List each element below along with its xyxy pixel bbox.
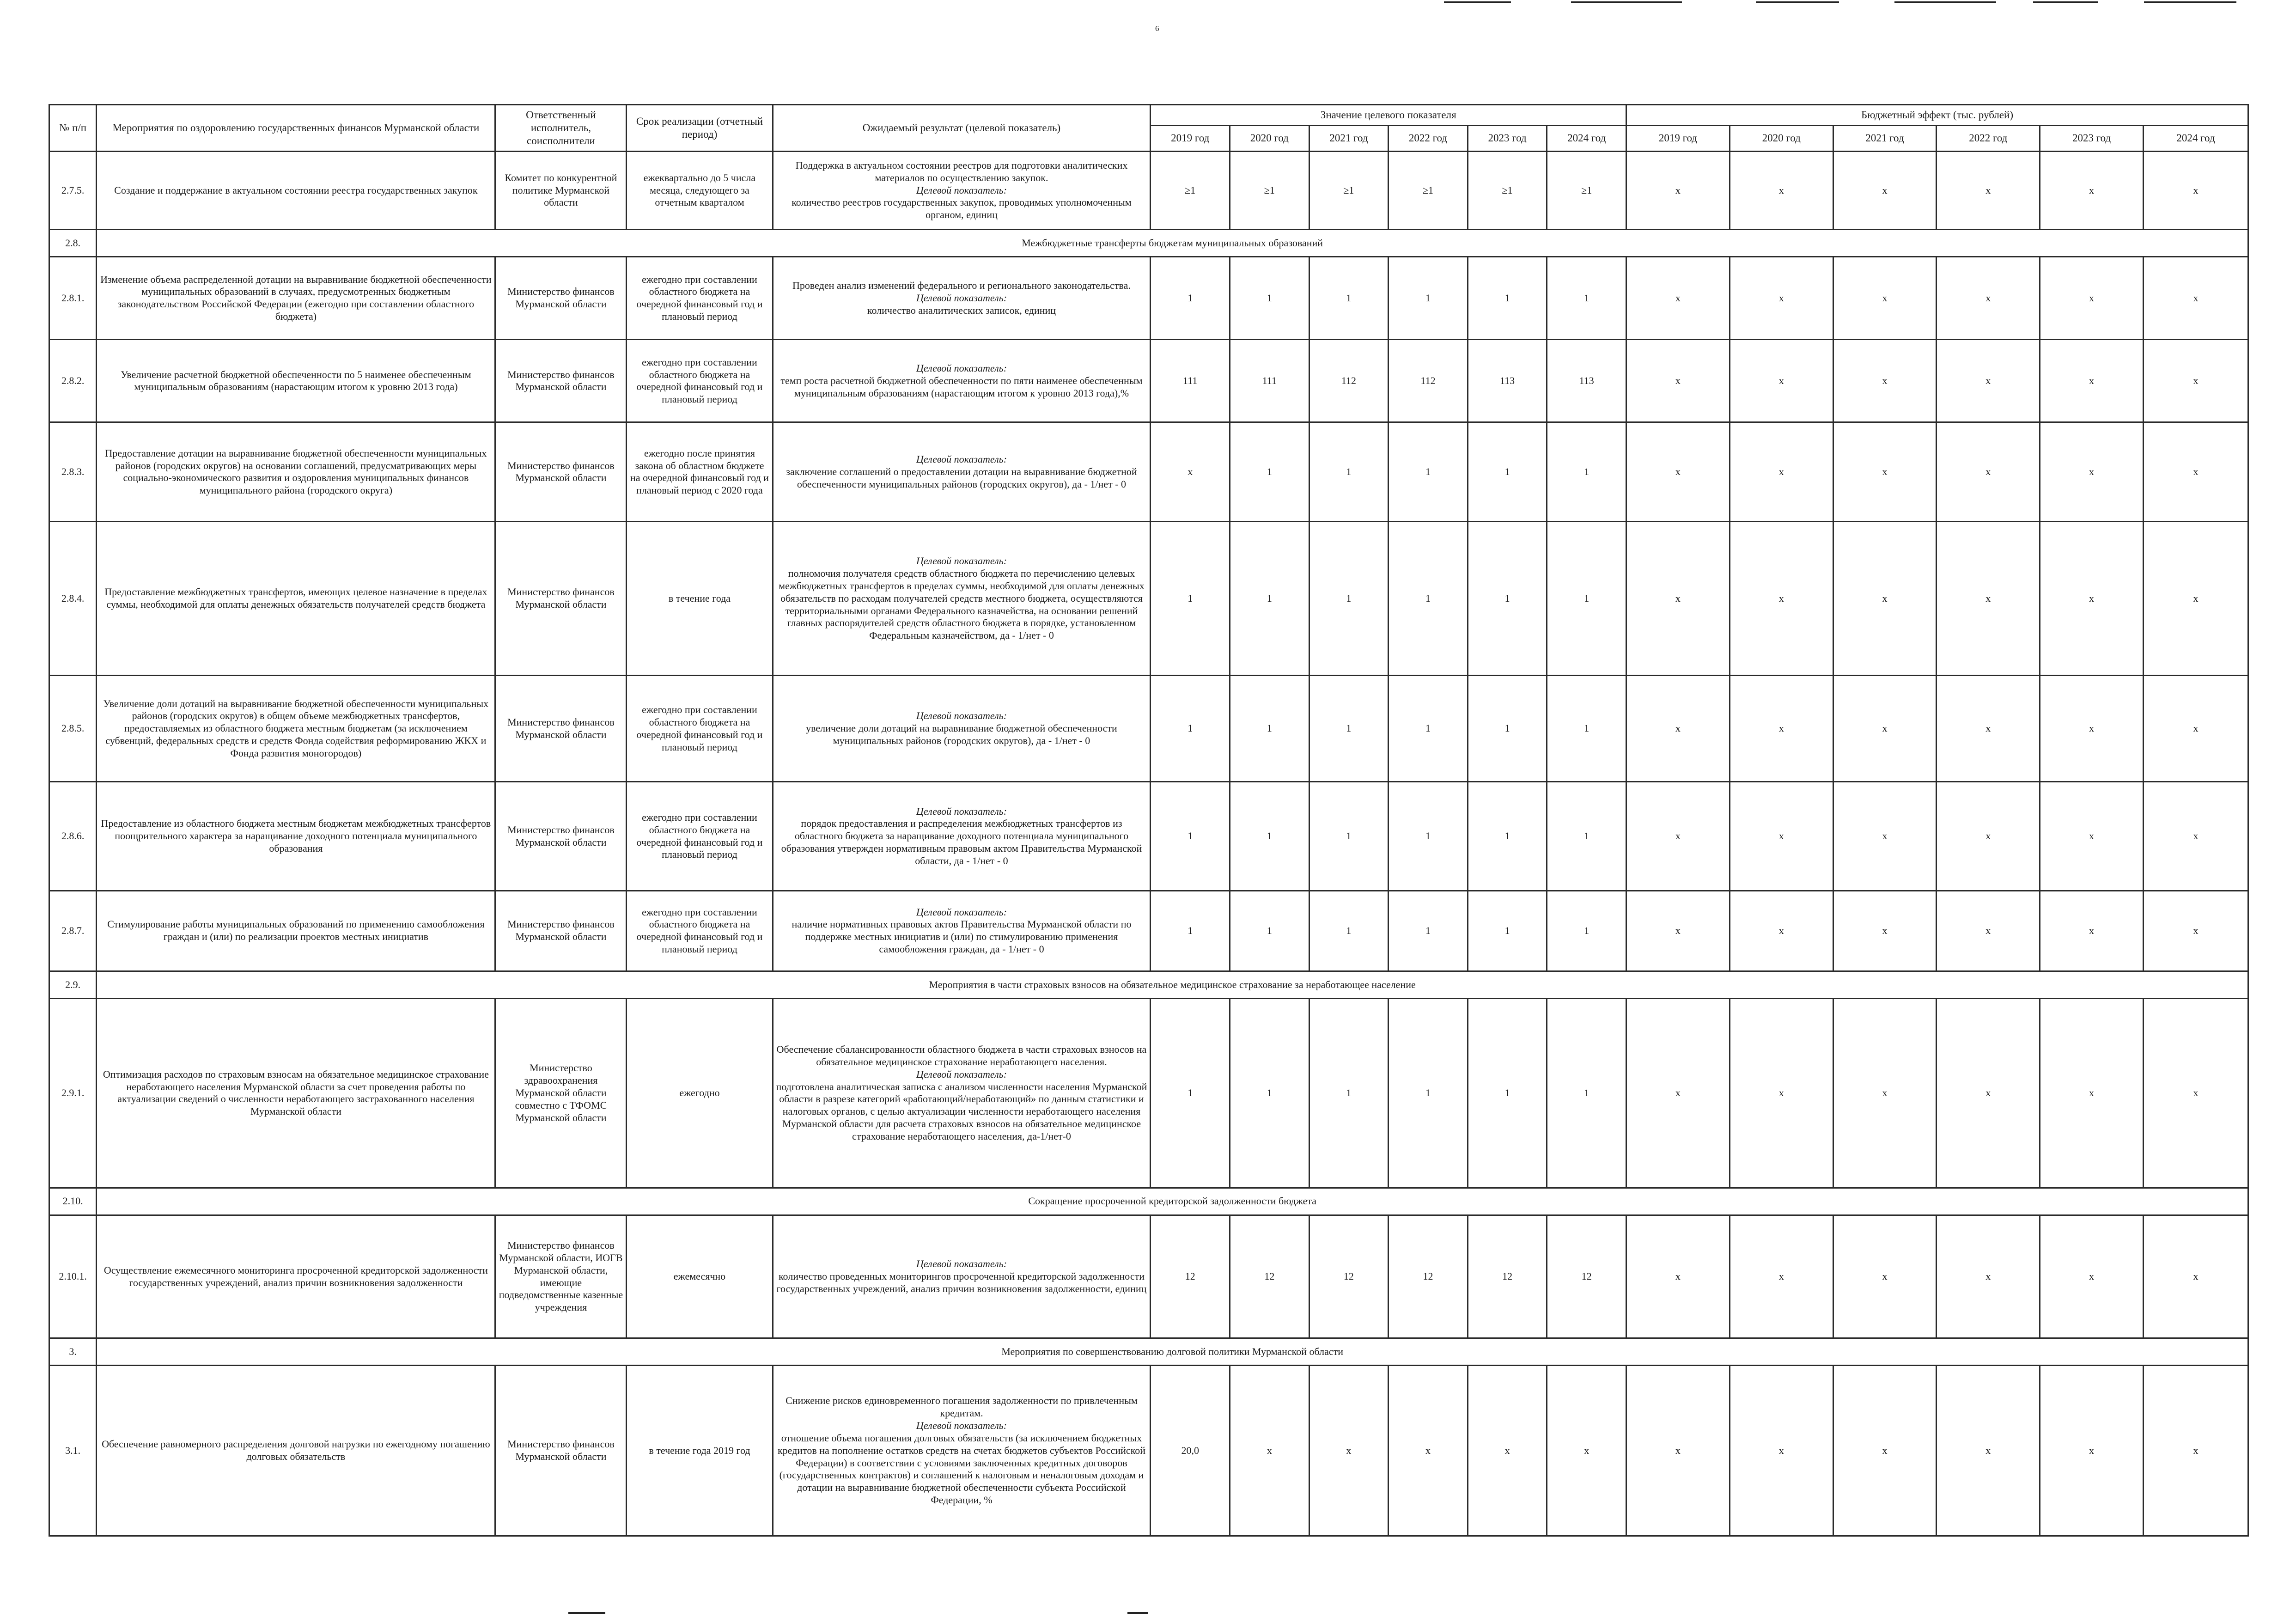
result-intro: Снижение рисков единовременного погашения задолженности по привлеченным кредитам.	[786, 1395, 1138, 1419]
budget-value: x	[1626, 1366, 1730, 1536]
table-row	[49, 999, 2248, 1188]
budget-value: x	[1833, 999, 1937, 1188]
table-row	[49, 1215, 2248, 1338]
result-intro: Поддержка в актуальном состоянии реестров для подготовки аналитических материалов по осуществлению закупок.	[795, 159, 1128, 183]
budget-value: x	[2040, 257, 2144, 340]
responsible-cell: Министерство финансов Мурманской области	[495, 522, 627, 676]
section-row	[49, 1188, 2248, 1215]
measure-cell: Увеличение расчетной бюджетной обеспеченности по 5 наименее обеспеченным муниципальным образованиям (нарастающим итогом к уровню 2013 года)	[97, 340, 495, 422]
budget-value: x	[1626, 422, 1730, 522]
header-responsible: Ответственный исполнитель, соисполнители	[495, 105, 627, 152]
budget-value: x	[1937, 1215, 2040, 1338]
budget-value: x	[1833, 1366, 1937, 1536]
scan-artifact	[2144, 1, 2236, 3]
measures-table	[49, 104, 2249, 1537]
result-label: Целевой показатель:	[916, 555, 1007, 567]
budget-value: x	[1730, 1366, 1833, 1536]
table-row	[49, 257, 2248, 340]
responsible-cell: Министерство финансов Мурманской области	[495, 891, 627, 971]
budget-value: x	[2143, 1366, 2248, 1536]
header-row	[49, 105, 2248, 126]
budget-value: x	[1937, 422, 2040, 522]
target-value: 12	[1389, 1215, 1468, 1338]
budget-value: x	[2040, 891, 2144, 971]
table-row	[49, 340, 2248, 422]
header-year: 2022 год	[1937, 126, 2040, 152]
section-title: Межбюджетные трансферты бюджетам муниципальных образований	[97, 229, 2248, 256]
budget-value: x	[1626, 999, 1730, 1188]
target-value: 1	[1468, 257, 1547, 340]
measure-cell: Предоставление из областного бюджета местным бюджетам межбюджетных трансфертов поощрительного характера за наращивание доходного потенциала муниципального образования	[97, 782, 495, 891]
result-label: Целевой показатель:	[916, 184, 1007, 196]
budget-value: x	[2143, 999, 2248, 1188]
budget-value: x	[2040, 522, 2144, 676]
target-value: 1	[1389, 422, 1468, 522]
deadline-cell: ежегодно	[627, 999, 773, 1188]
target-value: 1	[1547, 257, 1626, 340]
result-description: заключение соглашений о предоставлении дотации на выравнивание бюджетной обеспеченности муниципальных районов (городских округов), да - 1/нет - 0	[786, 466, 1137, 490]
header-num: № п/п	[49, 105, 97, 152]
result-description: увеличение доли дотаций на выравнивание бюджетной обеспеченности муниципальных районов (городских округов), да - 1/нет - 0	[806, 722, 1117, 747]
header-year: 2024 год	[1547, 126, 1626, 152]
budget-value: x	[1937, 257, 2040, 340]
deadline-cell: ежемесячно	[627, 1215, 773, 1338]
header-year: 2019 год	[1626, 126, 1730, 152]
target-value: 1	[1151, 676, 1230, 782]
target-value: 1	[1230, 676, 1309, 782]
table-row	[49, 422, 2248, 522]
target-value: 1	[1468, 891, 1547, 971]
budget-value: x	[1730, 676, 1833, 782]
section-row	[49, 971, 2248, 998]
deadline-cell: ежегодно при составлении областного бюджета на очередной финансовый год и плановый период	[627, 340, 773, 422]
result-cell	[773, 676, 1151, 782]
budget-value: x	[2143, 422, 2248, 522]
budget-value: x	[2143, 522, 2248, 676]
budget-value: x	[1730, 152, 1833, 230]
target-value: 1	[1389, 999, 1468, 1188]
result-cell	[773, 257, 1151, 340]
budget-value: x	[1730, 891, 1833, 971]
budget-value: x	[2143, 676, 2248, 782]
measure-cell: Изменение объема распределенной дотации на выравнивание бюджетной обеспеченности муниципальных образований в случаях, предусмотренных бюджетным законодательством Российской Федерации (ежегодно при составлении областного бюджета)	[97, 257, 495, 340]
target-value: 12	[1468, 1215, 1547, 1338]
target-value: 1	[1230, 522, 1309, 676]
target-value: 1	[1151, 257, 1230, 340]
header-year: 2022 год	[1389, 126, 1468, 152]
target-value: 1	[1151, 891, 1230, 971]
measure-cell: Обеспечение равномерного распределения долговой нагрузки по ежегодному погашению долговых обязательств	[97, 1366, 495, 1536]
deadline-cell: ежегодно при составлении областного бюджета на очередной финансовый год и плановый период	[627, 891, 773, 971]
budget-value: x	[1730, 782, 1833, 891]
budget-value: x	[2040, 1366, 2144, 1536]
section-row	[49, 229, 2248, 256]
row-number: 2.8.5.	[49, 676, 97, 782]
budget-value: x	[1833, 782, 1937, 891]
target-value: 1	[1230, 891, 1309, 971]
budget-value: x	[2040, 676, 2144, 782]
scan-artifact	[1756, 1, 1839, 3]
row-number: 2.9.1.	[49, 999, 97, 1188]
result-description: количество аналитических записок, единиц	[867, 304, 1056, 316]
section-row	[49, 1338, 2248, 1366]
section-title: Мероприятия в части страховых взносов на обязательное медицинское страхование за неработающее население	[97, 971, 2248, 998]
budget-value: x	[2143, 891, 2248, 971]
target-value: 1	[1309, 676, 1389, 782]
result-label: Целевой показатель:	[916, 710, 1007, 722]
header-result: Ожидаемый результат (целевой показатель)	[773, 105, 1151, 152]
row-number: 2.8.6.	[49, 782, 97, 891]
responsible-cell: Министерство финансов Мурманской области	[495, 676, 627, 782]
target-value: 1	[1468, 422, 1547, 522]
target-value: 1	[1547, 522, 1626, 676]
budget-value: x	[2143, 257, 2248, 340]
budget-value: x	[2143, 782, 2248, 891]
table-row	[49, 152, 2248, 230]
scan-artifact	[1127, 1612, 1148, 1614]
section-title: Мероприятия по совершенствованию долговой политики Мурманской области	[97, 1338, 2248, 1366]
target-value: 113	[1547, 340, 1626, 422]
result-cell	[773, 1215, 1151, 1338]
result-label: Целевой показатель:	[916, 1258, 1007, 1270]
table-row	[49, 782, 2248, 891]
row-number: 2.8.2.	[49, 340, 97, 422]
target-value: x	[1151, 422, 1230, 522]
budget-value: x	[1937, 340, 2040, 422]
table-body	[49, 152, 2248, 1536]
header-year: 2020 год	[1230, 126, 1309, 152]
target-value: 1	[1151, 522, 1230, 676]
budget-value: x	[1626, 676, 1730, 782]
responsible-cell: Министерство финансов Мурманской области	[495, 257, 627, 340]
result-label: Целевой показатель:	[916, 906, 1007, 918]
scan-artifact	[2033, 1, 2098, 3]
target-value: 1	[1389, 891, 1468, 971]
header-budget-group: Бюджетный эффект (тыс. рублей)	[1626, 105, 2248, 126]
budget-value: x	[1937, 1366, 2040, 1536]
budget-value: x	[1730, 340, 1833, 422]
budget-value: x	[2143, 340, 2248, 422]
header-year: 2023 год	[2040, 126, 2144, 152]
target-value: ≥1	[1309, 152, 1389, 230]
target-value: 1	[1309, 522, 1389, 676]
budget-value: x	[1937, 999, 2040, 1188]
measure-cell: Предоставление межбюджетных трансфертов, имеющих целевое назначение в пределах суммы, необходимой для оплаты денежных обязательств получателей средств бюджета	[97, 522, 495, 676]
budget-value: x	[1833, 340, 1937, 422]
measure-cell: Осуществление ежемесячного мониторинга просроченной кредиторской задолженности государственных учреждений, анализ причин возникновения задолженности	[97, 1215, 495, 1338]
budget-value: x	[1833, 422, 1937, 522]
budget-value: x	[1730, 999, 1833, 1188]
target-value: ≥1	[1230, 152, 1309, 230]
table-row	[49, 891, 2248, 971]
row-number: 2.8.3.	[49, 422, 97, 522]
header-year: 2021 год	[1833, 126, 1937, 152]
budget-value: x	[1730, 1215, 1833, 1338]
budget-value: x	[1626, 257, 1730, 340]
table-row	[49, 1366, 2248, 1536]
result-label: Целевой показатель:	[916, 805, 1007, 817]
deadline-cell: в течение года	[627, 522, 773, 676]
result-description: количество реестров государственных закупок, проводимых уполномоченным органом, единиц	[792, 196, 1132, 221]
section-number: 3.	[49, 1338, 97, 1366]
budget-value: x	[1626, 340, 1730, 422]
row-number: 2.10.1.	[49, 1215, 97, 1338]
target-value: x	[1468, 1366, 1547, 1536]
target-value: ≥1	[1468, 152, 1547, 230]
measure-cell: Предоставление дотации на выравнивание бюджетной обеспеченности муниципальных районов (городских округов) на основании соглашений, предусматривающих меры социально-экономического развития и оздоровления муниципальных финансов муниципального района (городского округа)	[97, 422, 495, 522]
budget-value: x	[1833, 891, 1937, 971]
responsible-cell: Министерство финансов Мурманской области, ИОГВ Мурманской области, имеющие подведомственные казенные учреждения	[495, 1215, 627, 1338]
target-value: x	[1309, 1366, 1389, 1536]
responsible-cell: Комитет по конкурентной политике Мурманской области	[495, 152, 627, 230]
deadline-cell: ежегодно при составлении областного бюджета на очередной финансовый год и плановый период	[627, 782, 773, 891]
target-value: 111	[1230, 340, 1309, 422]
budget-value: x	[1937, 891, 2040, 971]
table-row	[49, 676, 2248, 782]
result-intro: Проведен анализ изменений федерального и регионального законодательства.	[792, 280, 1131, 292]
responsible-cell: Министерство финансов Мурманской области	[495, 340, 627, 422]
responsible-cell: Министерство финансов Мурманской области	[495, 782, 627, 891]
target-value: 113	[1468, 340, 1547, 422]
budget-value: x	[1730, 257, 1833, 340]
target-value: 1	[1151, 782, 1230, 891]
target-value: 1	[1230, 257, 1309, 340]
target-value: ≥1	[1389, 152, 1468, 230]
result-cell	[773, 782, 1151, 891]
target-value: 20,0	[1151, 1366, 1230, 1536]
scan-artifact	[1571, 1, 1682, 3]
section-number: 2.9.	[49, 971, 97, 998]
page-number: 6	[1155, 24, 1159, 33]
header-deadline: Срок реализации (отчетный период)	[627, 105, 773, 152]
budget-value: x	[1937, 782, 2040, 891]
target-value: 1	[1389, 782, 1468, 891]
result-label: Целевой показатель:	[916, 1068, 1007, 1080]
target-value: 12	[1230, 1215, 1309, 1338]
target-value: 1	[1468, 522, 1547, 676]
result-intro: Обеспечение сбалансированности областного бюджета в части страховых взносов на обязательное медицинское страхование неработающего населения.	[776, 1043, 1147, 1068]
responsible-cell: Министерство финансов Мурманской области	[495, 422, 627, 522]
deadline-cell: ежегодно при составлении областного бюджета на очередной финансовый год и плановый период	[627, 257, 773, 340]
budget-value: x	[1833, 257, 1937, 340]
header-year: 2024 год	[2143, 126, 2248, 152]
row-number: 2.8.4.	[49, 522, 97, 676]
target-value: 1	[1230, 782, 1309, 891]
target-value: 12	[1151, 1215, 1230, 1338]
budget-value: x	[1730, 422, 1833, 522]
budget-value: x	[1833, 1215, 1937, 1338]
scan-artifact	[568, 1612, 605, 1614]
scan-artifact	[1444, 1, 1511, 3]
header-year: 2021 год	[1309, 126, 1389, 152]
result-description: количество проведенных мониторингов просроченной кредиторской задолженности государственных учреждений, анализ причин возникновения задолженности, единиц	[776, 1270, 1147, 1294]
table-row	[49, 522, 2248, 676]
header-target-group: Значение целевого показателя	[1151, 105, 1626, 126]
row-number: 2.8.1.	[49, 257, 97, 340]
target-value: 1	[1547, 422, 1626, 522]
budget-value: x	[2040, 782, 2144, 891]
result-description: темп роста расчетной бюджетной обеспеченности по пяти наименее обеспеченным муниципальным образованиям (нарастающим итогом к уровню 2013 года),%	[780, 375, 1143, 399]
section-number: 2.8.	[49, 229, 97, 256]
target-value: 112	[1309, 340, 1389, 422]
target-value: ≥1	[1151, 152, 1230, 230]
result-cell	[773, 891, 1151, 971]
budget-value: x	[1833, 676, 1937, 782]
result-label: Целевой показатель:	[916, 292, 1007, 304]
deadline-cell: ежегодно после принятия закона об областном бюджете на очередной финансовый год и плановый период с 2020 года	[627, 422, 773, 522]
result-cell	[773, 152, 1151, 230]
budget-value: x	[1626, 1215, 1730, 1338]
measure-cell: Оптимизация расходов по страховым взносам на обязательное медицинское страхование неработающего населения Мурманской области за счет проведения работы по актуализации сведений о численности неработающего застрахованного населения Мурманской области	[97, 999, 495, 1188]
budget-value: x	[1730, 522, 1833, 676]
row-number: 2.7.5.	[49, 152, 97, 230]
target-value: 1	[1547, 676, 1626, 782]
budget-value: x	[1626, 891, 1730, 971]
budget-value: x	[1833, 522, 1937, 676]
target-value: 1	[1389, 676, 1468, 782]
target-value: 1	[1309, 257, 1389, 340]
scan-artifact	[1894, 1, 1996, 3]
budget-value: x	[2040, 340, 2144, 422]
result-description: подготовлена аналитическая записка с анализом численности населения Мурманской области в разрезе категорий «работающий/неработающий» по данным статистики и налоговых органов, с целью актуализации численности неработающего населения Мурманской области для расчета страховых взносов на обязательное медицинское страхование неработающего населения, да-1/нет-0	[776, 1080, 1147, 1142]
target-value: 12	[1547, 1215, 1626, 1338]
result-description: порядок предоставления и распределения межбюджетных трансфертов из областного бюджета за наращивание доходного потенциала муниципального образования утвержден нормативным правовым актом Правительства Мурманской области, да - 1/нет - 0	[781, 818, 1142, 866]
budget-value: x	[2040, 422, 2144, 522]
target-value: 1	[1547, 891, 1626, 971]
target-value: 1	[1309, 999, 1389, 1188]
target-value: 1	[1309, 422, 1389, 522]
budget-value: x	[2143, 152, 2248, 230]
result-description: отношение объема погашения долговых обязательств (за исключением бюджетных кредитов на пополнение остатков средств на счетах бюджетов субъектов Российской Федерации) в соответствии с условиями заключенных кредитных договоров (государственных контрактов) и соглашений к налоговым и неналоговым доходам и дотации на выравнивание бюджетной обеспеченности субъекта Российской Федерации, %	[777, 1432, 1145, 1506]
target-value: 1	[1547, 782, 1626, 891]
row-number: 2.8.7.	[49, 891, 97, 971]
responsible-cell: Министерство финансов Мурманской области	[495, 1366, 627, 1536]
section-title: Сокращение просроченной кредиторской задолженности бюджета	[97, 1188, 2248, 1215]
budget-value: x	[1937, 522, 2040, 676]
result-cell	[773, 522, 1151, 676]
budget-value: x	[1937, 676, 2040, 782]
target-value: 1	[1468, 999, 1547, 1188]
budget-value: x	[1626, 152, 1730, 230]
header-measure: Мероприятия по оздоровлению государственных финансов Мурманской области	[97, 105, 495, 152]
header-year: 2023 год	[1468, 126, 1547, 152]
budget-value: x	[1626, 782, 1730, 891]
target-value: x	[1547, 1366, 1626, 1536]
budget-value: x	[2040, 152, 2144, 230]
target-value: 112	[1389, 340, 1468, 422]
target-value: 111	[1151, 340, 1230, 422]
budget-value: x	[2143, 1215, 2248, 1338]
row-number: 3.1.	[49, 1366, 97, 1536]
deadline-cell: в течение года 2019 год	[627, 1366, 773, 1536]
target-value: ≥1	[1547, 152, 1626, 230]
target-value: 1	[1151, 999, 1230, 1188]
measure-cell: Стимулирование работы муниципальных образований по применению самообложения граждан и (или) по реализации проектов местных инициатив	[97, 891, 495, 971]
target-value: 12	[1309, 1215, 1389, 1338]
target-value: x	[1230, 1366, 1309, 1536]
result-cell	[773, 999, 1151, 1188]
target-value: x	[1389, 1366, 1468, 1536]
header-year: 2020 год	[1730, 126, 1833, 152]
result-label: Целевой показатель:	[916, 362, 1007, 374]
result-description: наличие нормативных правовых актов Правительства Мурманской области по поддержке местных инициатив и (или) по стимулированию применения самообложения граждан, да - 1/нет - 0	[792, 918, 1132, 955]
result-cell	[773, 340, 1151, 422]
result-label: Целевой показатель:	[916, 1420, 1007, 1432]
target-value: 1	[1389, 522, 1468, 676]
target-value: 1	[1468, 676, 1547, 782]
budget-value: x	[2040, 999, 2144, 1188]
deadline-cell: ежегодно при составлении областного бюджета на очередной финансовый год и плановый период	[627, 676, 773, 782]
section-number: 2.10.	[49, 1188, 97, 1215]
responsible-cell: Министерство здравоохранения Мурманской области совместно с ТФОМС Мурманской области	[495, 999, 627, 1188]
target-value: 1	[1309, 782, 1389, 891]
budget-value: x	[1833, 152, 1937, 230]
measure-cell: Создание и поддержание в актуальном состоянии реестра государственных закупок	[97, 152, 495, 230]
result-label: Целевой показатель:	[916, 453, 1007, 465]
target-value: 1	[1230, 422, 1309, 522]
result-description: полномочия получателя средств областного бюджета по перечислению целевых межбюджетных трансфертов в пределах суммы, необходимой для оплаты денежных обязательств по расходам получателей средств местного бюджета, осуществляются территориальными органами Федерального казначейства, на основании решений главных распорядителей средств областного бюджета в порядке, установленном Федеральным казначейством, да - 1/нет - 0	[779, 567, 1145, 641]
target-value: 1	[1389, 257, 1468, 340]
target-value: 1	[1230, 999, 1309, 1188]
measure-cell: Увеличение доли дотаций на выравнивание бюджетной обеспеченности муниципальных районов (городских округов) в общем объеме межбюджетных трансфертов, предоставляемых из областного бюджета местным бюджетам (за исключением субвенций, федеральных средств и средств Фонда содействия реформированию ЖКХ и Фонда развития моногородов)	[97, 676, 495, 782]
budget-value: x	[1937, 152, 2040, 230]
result-cell	[773, 422, 1151, 522]
header-year: 2019 год	[1151, 126, 1230, 152]
deadline-cell: ежеквартально до 5 числа месяца, следующего за отчетным кварталом	[627, 152, 773, 230]
target-value: 1	[1468, 782, 1547, 891]
budget-value: x	[2040, 1215, 2144, 1338]
budget-value: x	[1626, 522, 1730, 676]
target-value: 1	[1309, 891, 1389, 971]
target-value: 1	[1547, 999, 1626, 1188]
result-cell	[773, 1366, 1151, 1536]
